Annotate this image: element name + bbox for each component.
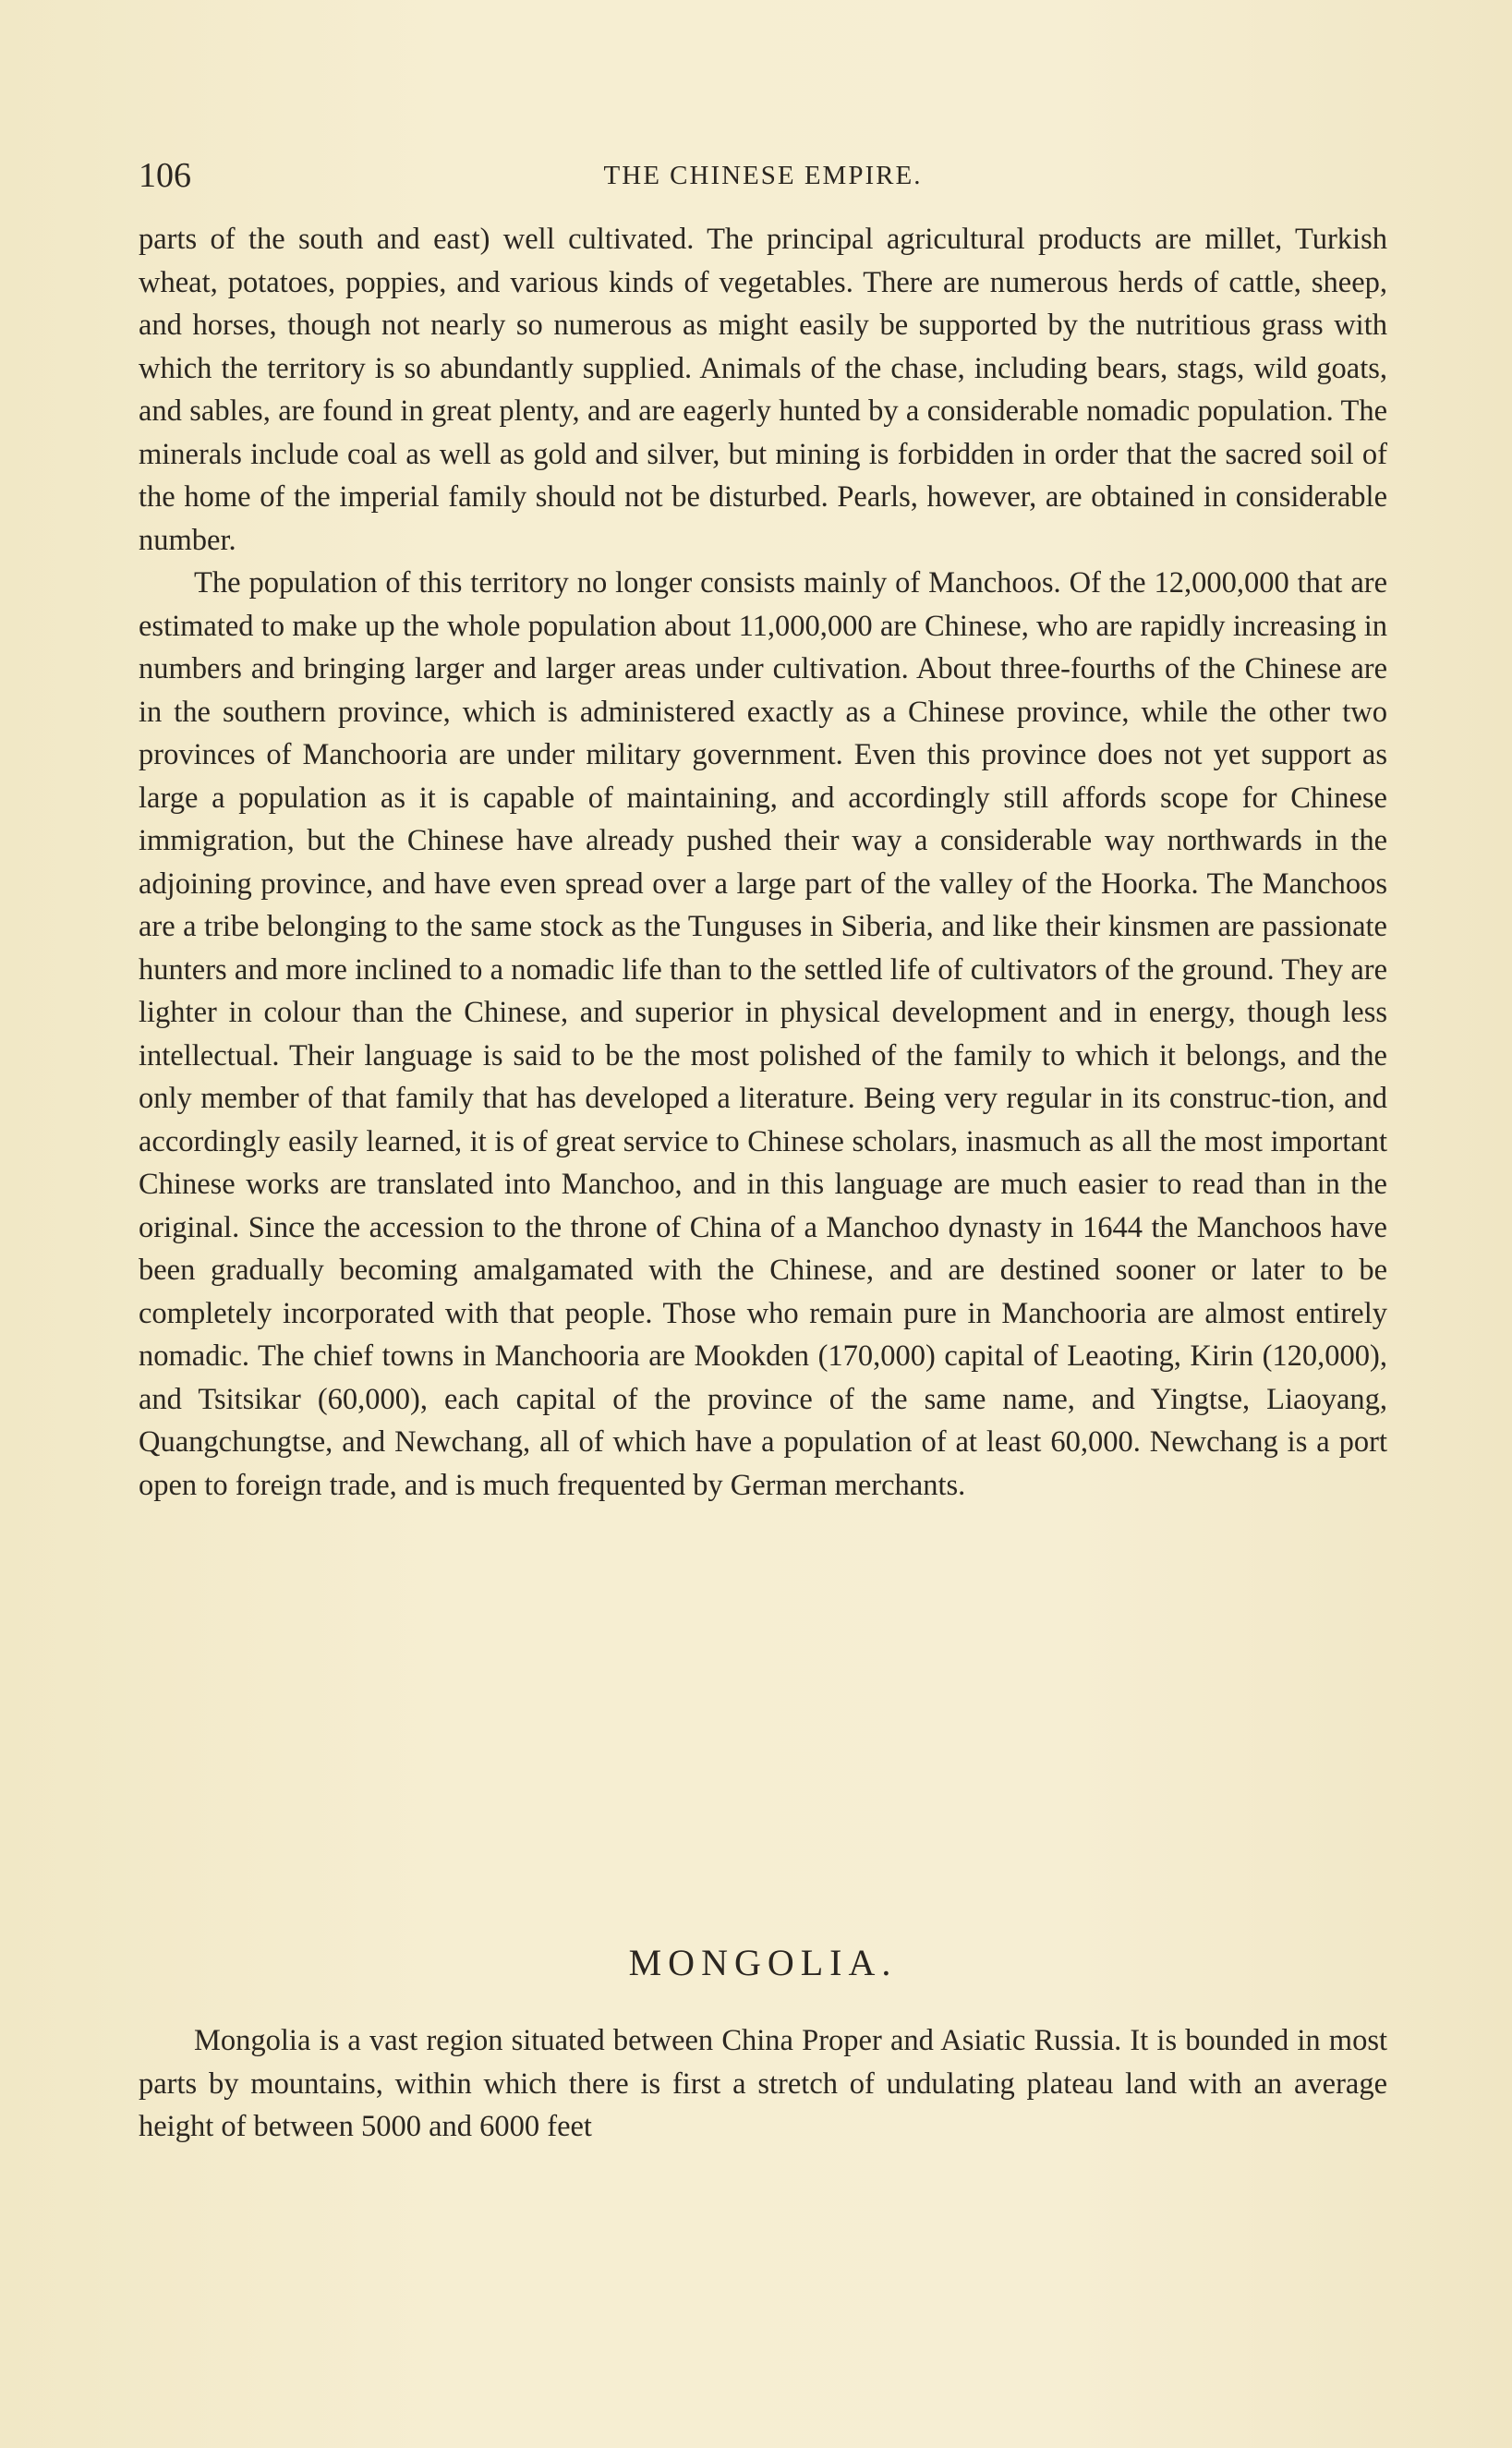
paragraph-mongolia-intro: Mongolia is a vast region situated between China Proper and Asiatic Russia. It is bounded in most parts by mountains, within which there is first a stretch of undulating plateau land with an average height of between 5000 and 6000 feet [139, 2024, 1387, 2143]
page-header [139, 155, 1387, 196]
section-text-mongolia [139, 2019, 1387, 2149]
paragraph-continued: parts of the south and east) well cultivated. The principal agricultural products are millet, Turkish wheat, potatoes, poppies, and various kinds of vegetables. There are numerous herds of cattle, sheep, and horses, though not nearly so numerous as might easily be supported by the nutritious grass with which the territory is so abundantly supplied. Animals of the chase, including bears, stags, wild goats, and sables, are found in great plenty, and are eagerly hunted by a considerable nomadic population. The minerals include coal as well as gold and silver, but mining is forbidden in order that the sacred soil of the home of the imperial family should not be disturbed. Pearls, however, are obtained in considerable number. [139, 223, 1387, 557]
page-number: 106 [139, 156, 191, 195]
section-heading-mongolia: MONGOLIA. [628, 1942, 898, 1983]
body-text [139, 218, 1387, 1507]
running-head: THE CHINESE EMPIRE. [603, 161, 923, 190]
paragraph-population: The population of this territory no longer consists mainly of Manchoos. Of the 12,000,000 that are estimated to make up the whole population about 11,000,000 are Chinese, who are rapidly increasing in numbers and bringing larger and larger areas under cultivation. About three-fourths of the Chinese are in the southern province, which is administered exactly as a Chinese province, while the other two provinces of Manchooria are under military government. Even this province does not yet support as large a population as it is capable of maintaining, and accordingly still affords scope for Chinese immigration, but the Chinese have already pushed their way a considerable way northwards in the adjoining province, and have even spread over a large part of the valley of the Hoorka. The Manchoos are a tribe belonging to the same stock as the Tunguses in Siberia, and like their kinsmen are passionate hunters and more inclined to a nomadic life than to the settled life of cultivators of the ground. They are lighter in colour than the Chinese, and superior in physical development and in energy, though less intellectual. Their language is said to be the most polished of the family to which it belongs, and the only member of that family that has developed a literature. Being very regular in its construc-tion, and accordingly easily learned, it is of great service to Chinese scholars, inasmuch as all the most important Chinese works are translated into Manchoo, and in this language are much easier to read than in the original. Since the accession to the throne of China of a Manchoo dynasty in 1644 the Manchoos have been gradually becoming amalgamated with the Chinese, and are destined sooner or later to be completely incorporated with that people. Those who remain pure in Manchooria are almost entirely nomadic. The chief towns in Manchooria are Mookden (170,000) capital of Leaoting, Kirin (120,000), and Tsitsikar (60,000), each capital of the province of the same name, and Yingtse, Liaoyang, Quangchungtse, and Newchang, all of which have a population of at least 60,000. Newchang is a port open to foreign trade, and is much frequented by German merchants. [139, 566, 1387, 1502]
